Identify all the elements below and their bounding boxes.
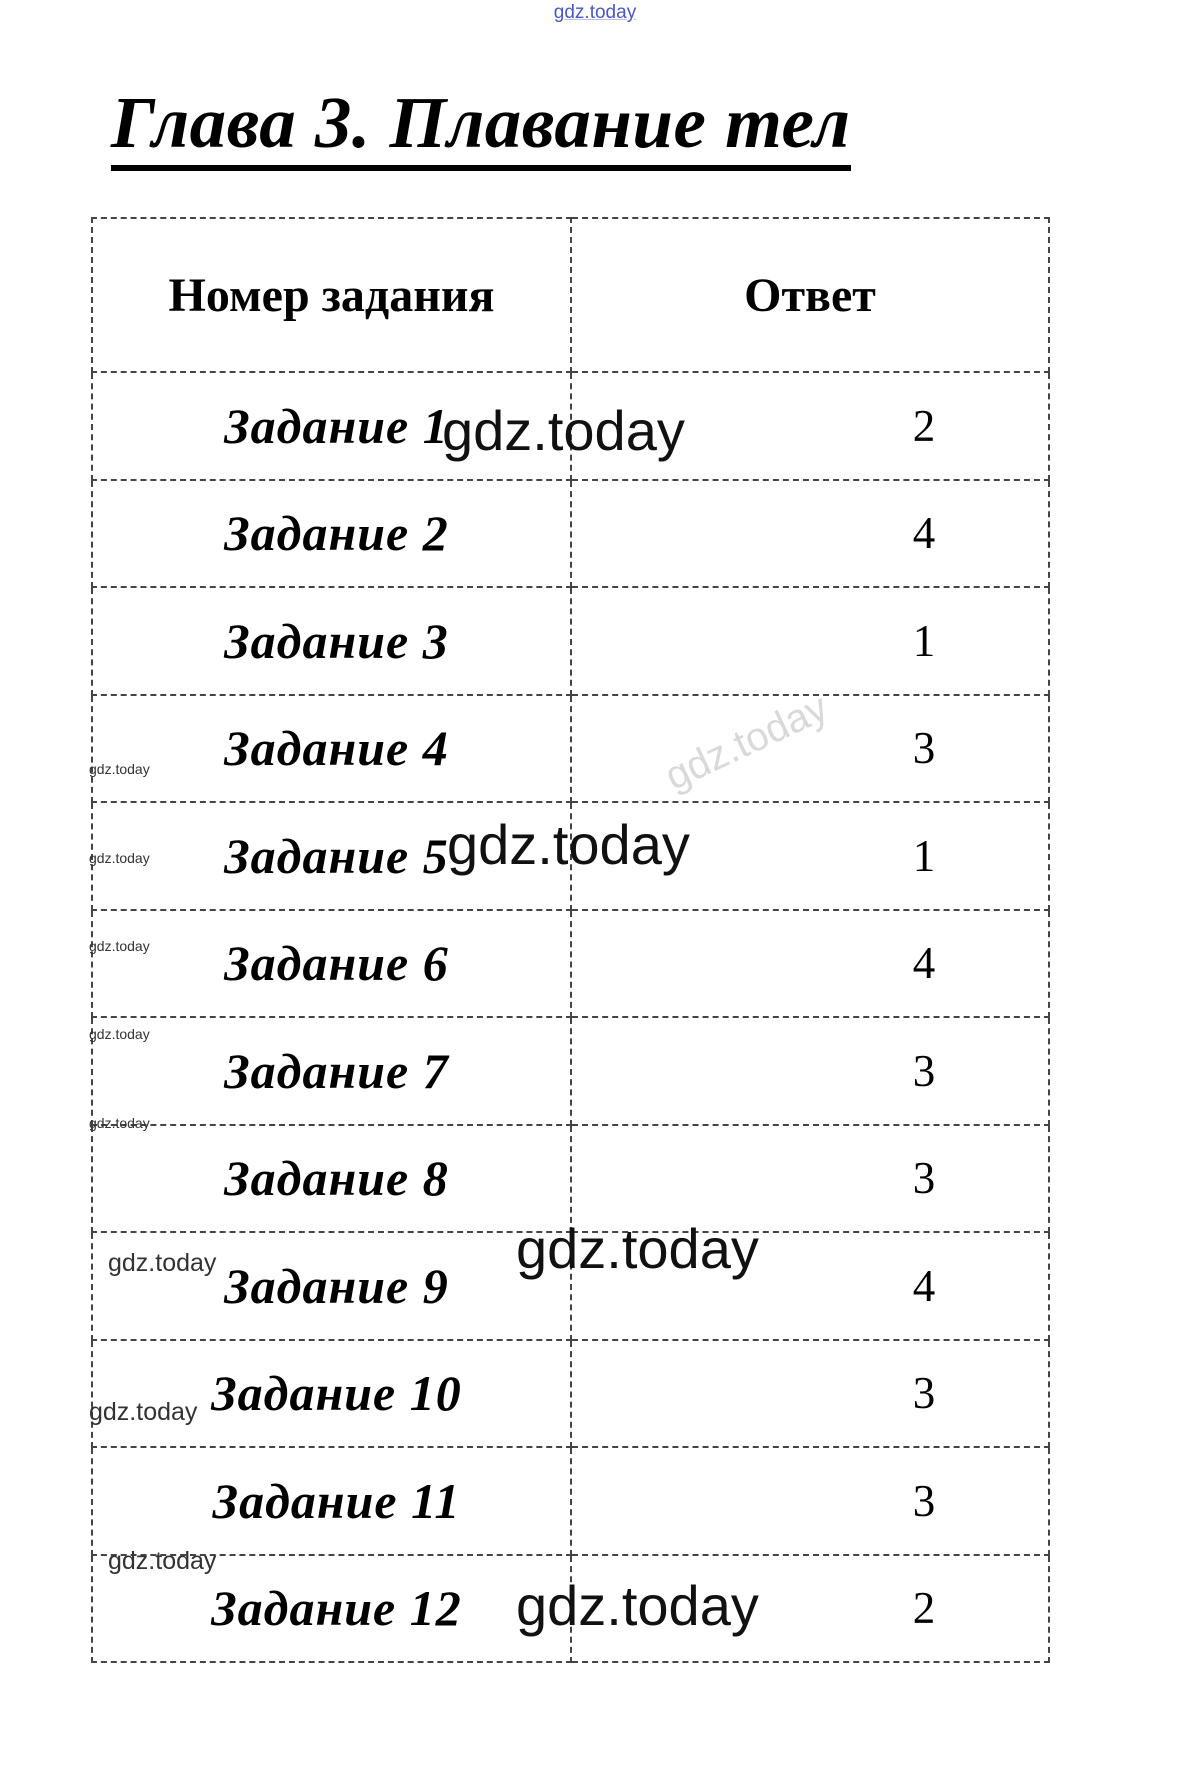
answer-cell: 2 (571, 372, 1049, 480)
task-cell: Задание 9 (92, 1232, 571, 1340)
watermark: gdz.today (89, 1026, 150, 1042)
table-row (92, 910, 1049, 1018)
task-cell: Задание 1 (92, 372, 571, 480)
answer-cell: 3 (571, 1125, 1049, 1233)
answer-cell: 4 (571, 1232, 1049, 1340)
answer-cell: 3 (571, 1340, 1049, 1448)
watermark: gdz.today (89, 850, 150, 866)
task-cell: Задание 10 (92, 1340, 571, 1448)
table-row (92, 480, 1049, 588)
watermark: gdz.today (658, 685, 835, 799)
task-cell: Задание 11 (92, 1447, 571, 1555)
watermark: gdz.today (108, 1547, 217, 1575)
task-cell: Задание 6 (92, 910, 571, 1018)
page-title: Глава 3. Плавание тел (111, 86, 851, 171)
task-cell: Задание 4 (92, 695, 571, 803)
header-answer: Ответ (571, 218, 1049, 372)
answer-cell: 4 (571, 480, 1049, 588)
watermark: gdz.today (108, 1249, 217, 1277)
top-watermark-link: gdz.today (553, 2, 637, 23)
answer-cell: 3 (571, 1017, 1049, 1125)
watermark: gdz.today (442, 399, 685, 462)
watermark: gdz.today (516, 1574, 759, 1637)
watermark: gdz.today (447, 813, 690, 876)
table-header-row (92, 218, 1049, 372)
task-cell: Задание 7 (92, 1017, 571, 1125)
task-cell: Задание 8 (92, 1125, 571, 1233)
watermark: gdz.today (89, 1115, 150, 1131)
answer-cell: 2 (571, 1555, 1049, 1663)
table-row (92, 695, 1049, 803)
answer-cell: 1 (571, 802, 1049, 910)
watermark: gdz.today (89, 1398, 198, 1426)
header-task-number: Номер задания (92, 218, 571, 372)
table-row (92, 587, 1049, 695)
task-cell: Задание 12 (92, 1555, 571, 1663)
answer-cell: 3 (571, 1447, 1049, 1555)
answer-cell: 3 (571, 695, 1049, 803)
answer-cell: 1 (571, 587, 1049, 695)
task-cell: Задание 3 (92, 587, 571, 695)
task-cell: Задание 2 (92, 480, 571, 588)
task-cell: Задание 5 (92, 802, 571, 910)
table-row (92, 1340, 1049, 1448)
watermark: gdz.today (89, 761, 150, 777)
table-row (92, 1447, 1049, 1555)
table-row (92, 1017, 1049, 1125)
watermark: gdz.today (89, 938, 150, 954)
answer-cell: 4 (571, 910, 1049, 1018)
watermark: gdz.today (516, 1217, 759, 1280)
